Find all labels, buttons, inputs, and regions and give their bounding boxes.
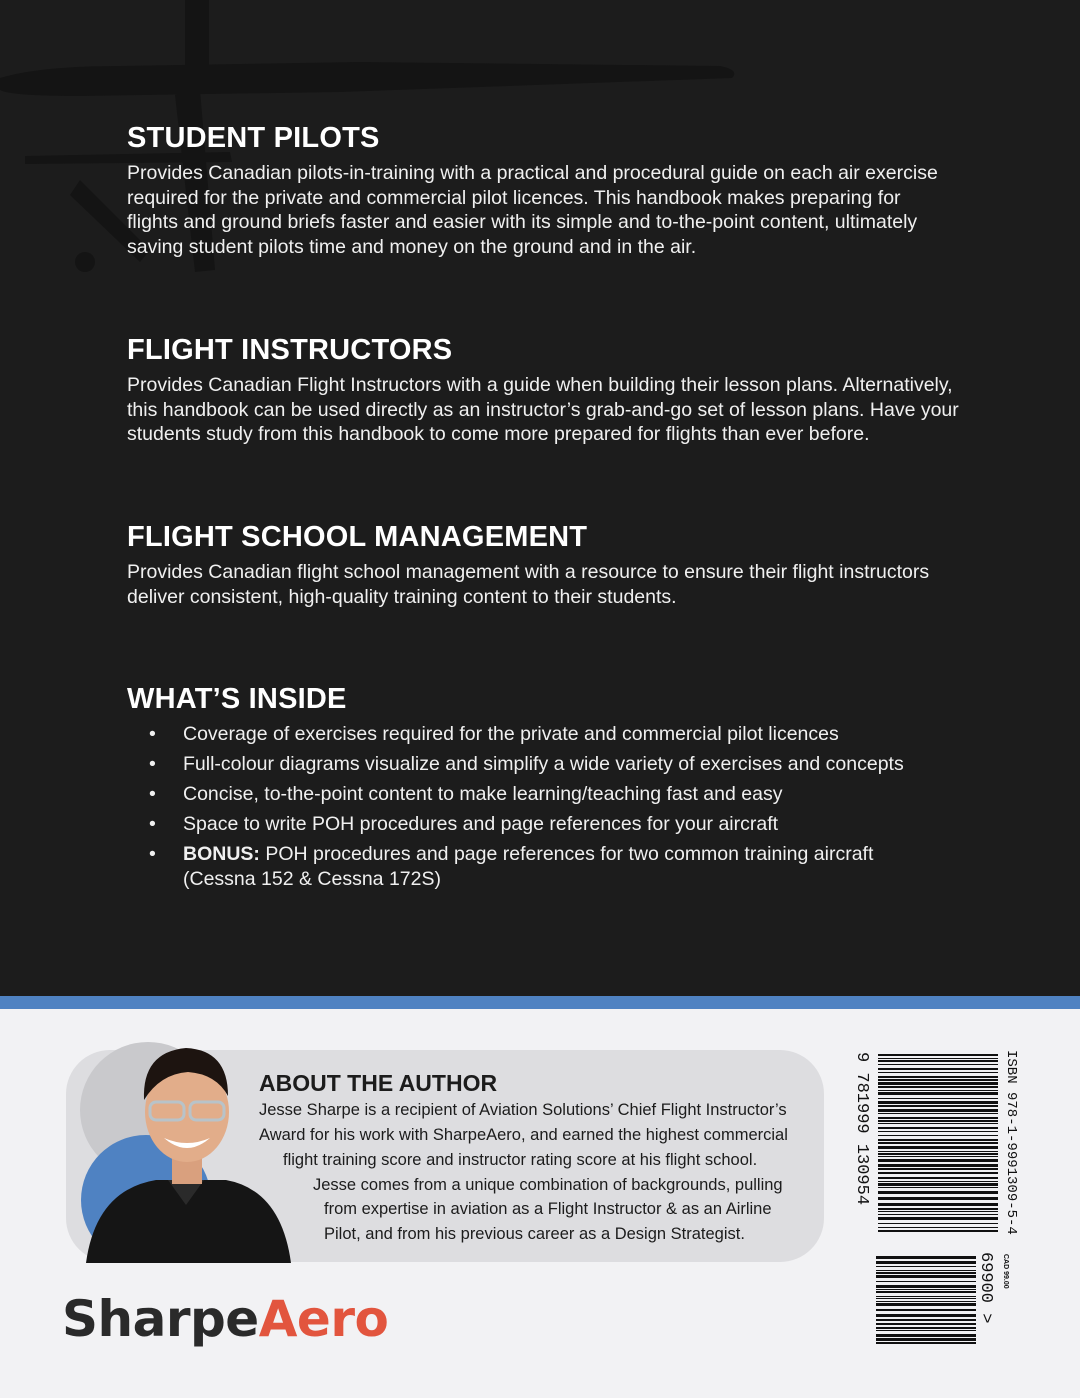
barcode-bar (878, 1211, 998, 1212)
barcode-bar (878, 1230, 998, 1232)
author-bio-line: from expertise in aviation as a Flight Instructor & as an Airline (324, 1200, 772, 1218)
list-item: • Full-colour diagrams visualize and simplify a wide variety of exercises and concepts (149, 753, 904, 775)
barcode-bar (878, 1092, 998, 1095)
barcode-bar (876, 1285, 976, 1288)
list-item-bonus: • BONUS: POH procedures and page references for two common training aircraft (Cessna 152 & Cessna 172S) (149, 843, 874, 890)
whats-inside-list (127, 722, 977, 892)
barcode-bar (878, 1131, 998, 1132)
flight-school-management-heading: FLIGHT SCHOOL MANAGEMENT (127, 521, 588, 553)
price-label: CAD 99.00 (1002, 1254, 1009, 1289)
barcode-bar (878, 1187, 998, 1188)
barcode-bar (876, 1275, 976, 1278)
barcode-bar (876, 1298, 976, 1299)
list-item: • Concise, to-the-point content to make learning/teaching fast and easy (149, 783, 783, 805)
author-bio-line: Award for his work with SharpeAero, and earned the highest commercial (259, 1126, 788, 1144)
author-photo (76, 1030, 306, 1263)
barcode-bar (876, 1270, 976, 1271)
flight-instructors-section (127, 334, 977, 447)
barcode-bar (878, 1214, 998, 1215)
barcode-bar (876, 1303, 976, 1306)
accent-stripe (0, 996, 1080, 1009)
barcode-bar (878, 1203, 998, 1206)
barcode-bar (876, 1334, 976, 1337)
flight-instructors-heading: FLIGHT INSTRUCTORS (127, 334, 453, 366)
barcode-bar (878, 1068, 998, 1070)
barcode-bar (878, 1076, 998, 1078)
barcode-bar (876, 1291, 976, 1293)
barcode-bar (876, 1301, 976, 1302)
barcode-bar (876, 1296, 976, 1297)
barcode-bar (878, 1072, 998, 1073)
barcode-bar (878, 1117, 998, 1119)
barcode-bar (876, 1327, 976, 1329)
barcode-bar (878, 1223, 998, 1224)
barcode-bar (878, 1098, 998, 1099)
barcode-bar (876, 1314, 976, 1317)
about-author-heading: ABOUT THE AUTHOR (259, 1070, 498, 1096)
barcode-bar (876, 1256, 976, 1259)
barcode-bar (878, 1064, 998, 1065)
barcode-bar (878, 1177, 998, 1179)
whats-inside-section (127, 683, 977, 897)
list-item: • Space to write POH procedures and page references for your aircraft (149, 813, 779, 835)
flight-school-management-text: Provides Canadian flight school management with a resource to ensure their flight instructors deliver consistent, high-quality training content to their students. (127, 561, 930, 608)
whats-inside-heading: WHAT’S INSIDE (127, 683, 347, 715)
barcode-bar (876, 1266, 976, 1267)
barcode-bar (878, 1197, 998, 1200)
barcode-bar (876, 1338, 976, 1341)
student-pilots-section (127, 122, 977, 259)
student-pilots-heading: STUDENT PILOTS (127, 122, 380, 154)
barcode-bar (878, 1082, 998, 1085)
author-bio-line: Jesse Sharpe is a recipient of Aviation Solutions’ Chief Flight Instructor’s (259, 1101, 787, 1119)
barcode-bar (878, 1156, 998, 1157)
barcode-bar (878, 1127, 998, 1129)
barcode-bar (876, 1289, 976, 1290)
flight-school-management-section (127, 521, 977, 609)
barcode-bar (878, 1181, 998, 1182)
barcode-bar (878, 1058, 998, 1059)
barcode-bar (878, 1208, 998, 1210)
isbn-label: ISBN 978-1-9991309-5-4 (1003, 1050, 1019, 1235)
barcode-bar (878, 1217, 998, 1220)
barcode-bar (876, 1330, 976, 1331)
barcode-bar (876, 1342, 976, 1344)
barcode-bar (878, 1090, 998, 1091)
barcode-bar (878, 1113, 998, 1114)
barcode-bar (878, 1142, 998, 1144)
barcode-bar (876, 1272, 976, 1274)
barcode-bar (876, 1281, 976, 1282)
barcode-bar (878, 1105, 998, 1107)
barcode-bar (878, 1227, 998, 1228)
barcode-bar (878, 1164, 998, 1167)
sharpeaero-logo: SharpeAero (62, 1290, 389, 1348)
barcode-bar (878, 1159, 998, 1162)
barcode-number: 9 781999 130954 (852, 1052, 871, 1206)
barcode-bar (878, 1168, 998, 1170)
barcode-bar (876, 1319, 976, 1321)
barcode-bar (876, 1323, 976, 1325)
barcode-bar (876, 1309, 976, 1311)
barcode-bar (878, 1060, 998, 1062)
barcode-bar (878, 1101, 998, 1104)
barcode-bar (878, 1191, 998, 1194)
barcode-bar (878, 1054, 998, 1056)
student-pilots-text: Provides Canadian pilots-in-training with a practical and procedural guide on each air exercise required for the private and commercial pilot licences. This handbook makes preparing for flights and ground briefs faster and easier with its simple and to-the-point content, ultimately saving student pilots time and money on the ground and in the air. (127, 162, 938, 258)
barcode-bar (878, 1172, 998, 1174)
author-bio-line: flight training score and instructor rating score at his flight school. (283, 1151, 758, 1169)
author-bio-line: Jesse comes from a unique combination of backgrounds, pulling (313, 1176, 783, 1194)
barcode-bar (878, 1086, 998, 1088)
barcode-bar (878, 1146, 998, 1149)
barcode-bar (878, 1135, 998, 1136)
barcode-bar (878, 1123, 998, 1124)
barcode-bar (878, 1079, 998, 1081)
barcode-bar (878, 1153, 998, 1155)
addon-number: 69900 > (976, 1252, 995, 1324)
barcode-bar (878, 1183, 998, 1186)
barcode-bar (878, 1151, 998, 1152)
price-addon-barcode (872, 1250, 1022, 1350)
list-item: • Coverage of exercises required for the private and commercial pilot licences (149, 723, 839, 745)
barcode-bar (878, 1109, 998, 1112)
barcode-bar (876, 1261, 976, 1264)
isbn-barcode (852, 1048, 1024, 1238)
flight-instructors-text: Provides Canadian Flight Instructors with a guide when building their lesson plans. Alternatively, this handbook can be used directly as an instructor’s grab-and-go set of lesson plans. Have your students study from this handbook to come more prepared for flights than ever before. (127, 374, 959, 446)
barcode-bar (878, 1120, 998, 1122)
author-bio-line: Pilot, and from his previous career as a Design Strategist. (324, 1225, 745, 1243)
barcode-bar (878, 1139, 998, 1141)
